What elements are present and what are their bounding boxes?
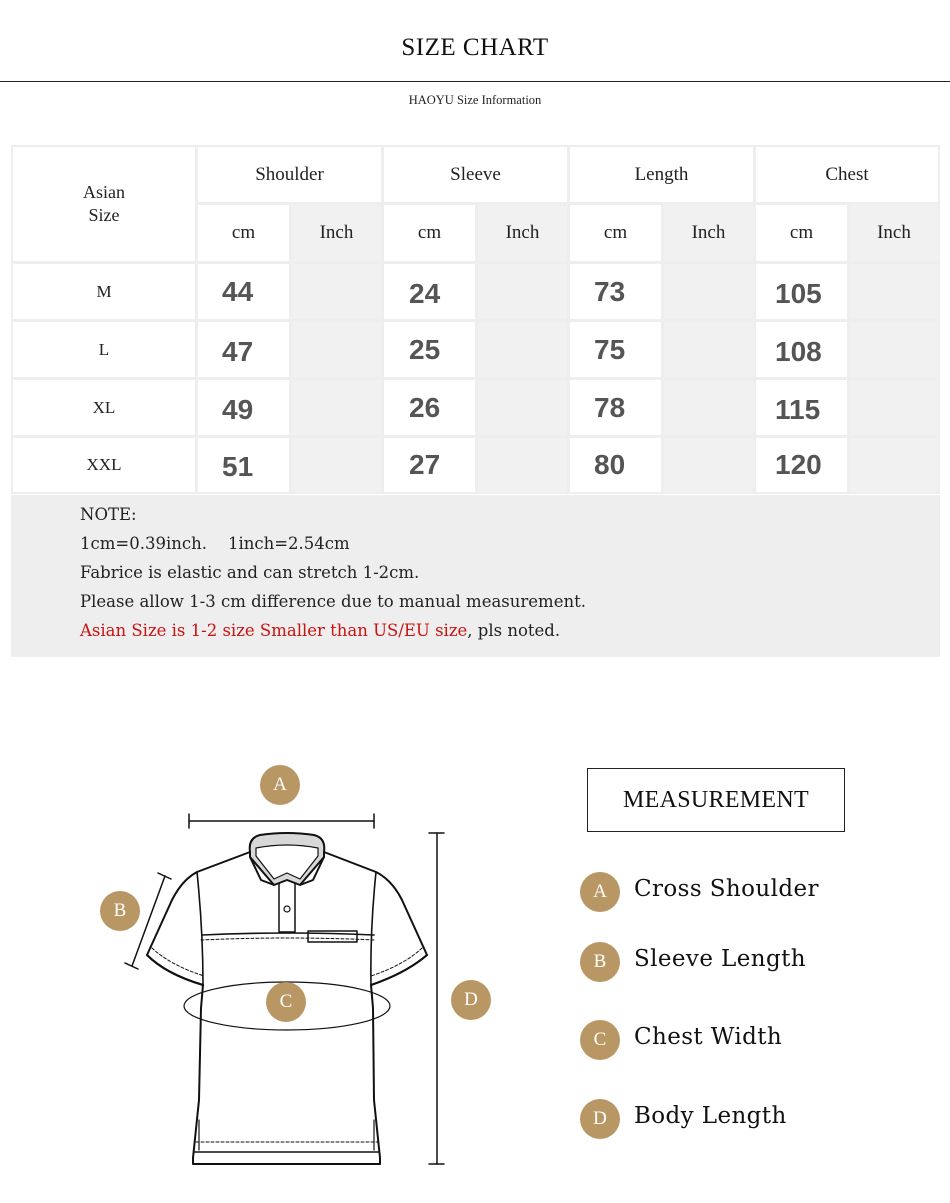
legend-chest-width: Chest Width [634, 1024, 783, 1050]
length-inch-cell [664, 322, 753, 377]
size-cell: L [13, 322, 195, 377]
marker-a-icon: A [260, 765, 300, 805]
unit-header-cm: cm [756, 205, 847, 261]
sleeve-cm-cell: 24 [384, 264, 475, 319]
length-inch-cell [664, 264, 753, 319]
note-asian-size-warning: Asian Size is 1-2 size Smaller than US/EU size [80, 621, 468, 640]
unit-header-inch: Inch [664, 205, 753, 261]
marker-b-icon: B [100, 891, 140, 931]
legend-cross-shoulder: Cross Shoulder [634, 876, 819, 902]
chest-inch-cell [850, 322, 938, 377]
note-box [11, 495, 940, 657]
marker-d-icon: D [451, 980, 491, 1020]
page-title: SIZE CHART [401, 34, 549, 61]
note-asian-size-tail: , pls noted. [467, 621, 561, 640]
legend-a-icon: A [580, 872, 620, 912]
shoulder-cm-cell: 47 [198, 322, 289, 377]
length-cm-cell: 75 [570, 322, 661, 377]
size-header-cell [13, 147, 195, 261]
shoulder-cm-cell: 51 [198, 438, 289, 492]
size-table [11, 145, 940, 494]
size-cell: M [13, 264, 195, 319]
column-header-chest: Chest [756, 147, 938, 202]
chest-inch-cell [850, 380, 938, 435]
length-cm-cell: 78 [570, 380, 661, 435]
note-difference: Please allow 1-3 cm difference due to manual measurement. [80, 592, 586, 611]
unit-header-cm: cm [570, 205, 661, 261]
legend-b-icon: B [580, 942, 620, 982]
length-cm-cell: 80 [570, 438, 661, 492]
marker-c-icon: C [266, 982, 306, 1022]
size-cell: XL [13, 380, 195, 435]
title-divider [0, 81, 950, 82]
chest-inch-cell [850, 264, 938, 319]
note-heading: NOTE: [80, 505, 137, 524]
unit-header-inch: Inch [850, 205, 938, 261]
sleeve-cm-cell: 26 [384, 380, 475, 435]
measurement-title: MEASUREMENT [587, 768, 845, 832]
chest-inch-cell [850, 438, 938, 492]
legend-sleeve-length: Sleeve Length [634, 946, 806, 972]
shoulder-inch-cell [292, 322, 381, 377]
length-cm-cell: 73 [570, 264, 661, 319]
sleeve-inch-cell [478, 438, 567, 492]
legend-body-length: Body Length [634, 1103, 787, 1129]
unit-header-inch: Inch [478, 205, 567, 261]
chest-cm-cell: 115 [756, 380, 847, 435]
unit-header-inch: Inch [292, 205, 381, 261]
note-asian-size [80, 621, 560, 640]
sleeve-cm-cell: 27 [384, 438, 475, 492]
unit-header-cm: cm [384, 205, 475, 261]
sleeve-inch-cell [478, 322, 567, 377]
shoulder-cm-cell: 44 [198, 264, 289, 319]
column-header-length: Length [570, 147, 753, 202]
legend-c-icon: C [580, 1020, 620, 1060]
shoulder-inch-cell [292, 438, 381, 492]
size-header-line1: Asian [83, 182, 125, 202]
column-header-shoulder: Shoulder [198, 147, 381, 202]
page-subtitle: HAOYU Size Information [408, 93, 542, 107]
chest-cm-cell: 120 [756, 438, 847, 492]
size-header-line2: Size [88, 205, 120, 225]
shoulder-inch-cell [292, 380, 381, 435]
column-header-sleeve: Sleeve [384, 147, 567, 202]
sleeve-cm-cell: 25 [384, 322, 475, 377]
shoulder-cm-cell: 49 [198, 380, 289, 435]
length-inch-cell [664, 438, 753, 492]
chest-cm-cell: 108 [756, 322, 847, 377]
legend-d-icon: D [580, 1099, 620, 1139]
note-conversion: 1cm=0.39inch. 1inch=2.54cm [80, 534, 350, 553]
unit-header-cm: cm [198, 205, 289, 261]
size-cell: XXL [13, 438, 195, 492]
sleeve-inch-cell [478, 380, 567, 435]
note-elastic: Fabrice is elastic and can stretch 1-2cm. [80, 563, 420, 582]
length-inch-cell [664, 380, 753, 435]
chest-cm-cell: 105 [756, 264, 847, 319]
sleeve-inch-cell [478, 264, 567, 319]
shoulder-inch-cell [292, 264, 381, 319]
